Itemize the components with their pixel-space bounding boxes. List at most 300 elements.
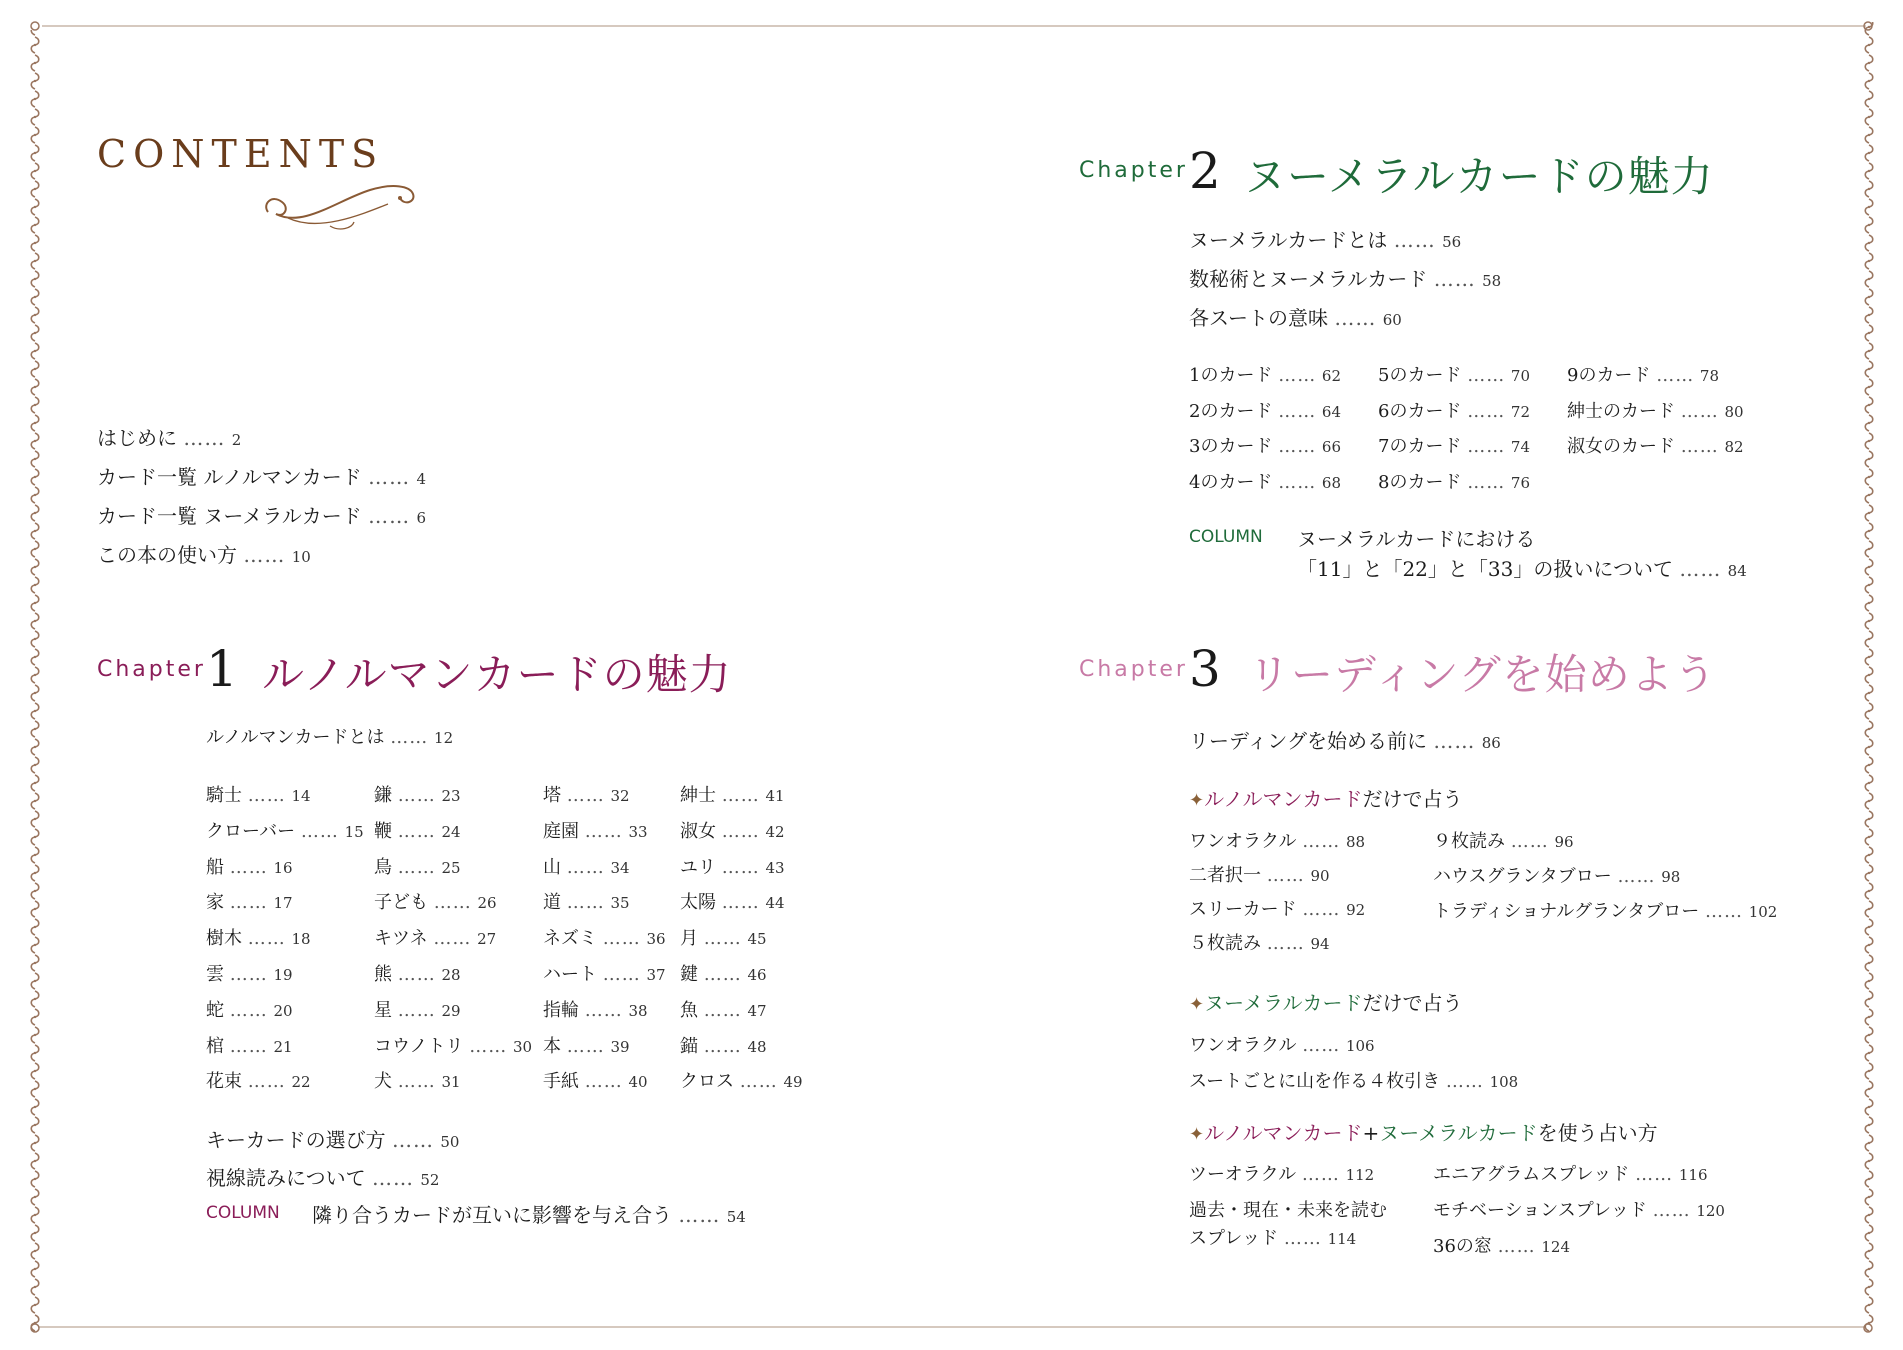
toc-entry[interactable]: [1567, 361, 1719, 387]
page-number: 52: [420, 1171, 440, 1189]
page-number: 96: [1554, 833, 1574, 851]
page-number: 66: [1321, 438, 1342, 456]
toc-entry-label: 3のカード: [1189, 436, 1273, 457]
toc-entry[interactable]: [206, 781, 311, 807]
toc-dots: ……: [229, 964, 268, 985]
toc-dots: ……: [602, 964, 641, 985]
chapter3-label: Chapter: [1079, 657, 1188, 682]
toc-dots: ……: [703, 1035, 742, 1057]
toc-dots: ……: [1656, 365, 1695, 386]
section-heading-rest: だけで占う: [1362, 787, 1463, 811]
toc-entry-label: 8のカード: [1378, 471, 1462, 493]
toc-entry-label: 熊: [374, 964, 392, 985]
page-number: 10: [291, 548, 311, 566]
toc-entry-label: カード一覧 ヌーメラルカード: [97, 504, 362, 528]
toc-dots: ……: [229, 1035, 268, 1057]
toc-dots: ……: [1278, 471, 1317, 493]
toc-entry-label: 紳士のカード: [1567, 400, 1675, 422]
page-number: 15: [344, 822, 364, 841]
toc-entry[interactable]: [680, 996, 767, 1022]
toc-entry[interactable]: [1189, 302, 1402, 331]
toc-entry[interactable]: [206, 888, 293, 914]
toc-dots: ……: [1652, 1200, 1691, 1221]
toc-dots: ……: [678, 1203, 721, 1227]
toc-entry-label: 花束: [206, 1071, 242, 1093]
toc-dots: ……: [1301, 1164, 1340, 1185]
toc-dots: ……: [229, 856, 268, 878]
toc-entry[interactable]: [680, 1067, 803, 1093]
toc-entry[interactable]: [1189, 468, 1341, 494]
toc-entry-label: 星: [374, 999, 392, 1021]
section-heading-colored: ヌーメラルカード: [1204, 991, 1363, 1015]
toc-dots: ……: [243, 543, 286, 567]
flourish-ornament: [258, 170, 418, 240]
page-number: 56: [1442, 233, 1462, 251]
toc-entry-label: 手紙: [543, 1071, 579, 1093]
toc-dots: ……: [397, 999, 436, 1021]
chapter3-section3-heading: [1189, 1117, 1658, 1146]
page-number: 2: [231, 431, 242, 449]
page-number: 21: [273, 1037, 293, 1056]
toc-entry[interactable]: [680, 960, 767, 986]
toc-entry-label: 7のカード: [1378, 436, 1462, 457]
toc-dots: ……: [1680, 400, 1719, 422]
page-number: 54: [726, 1208, 746, 1226]
toc-entry[interactable]: [680, 924, 767, 950]
toc-dots: ……: [433, 892, 472, 914]
toc-entry[interactable]: [374, 888, 497, 914]
toc-entry[interactable]: [206, 996, 293, 1022]
page-number: 34: [610, 858, 630, 877]
page-number: 18: [291, 930, 311, 949]
toc-entry-label: 塔: [543, 785, 561, 806]
toc-entry[interactable]: [1378, 468, 1530, 494]
page-number: 16: [273, 858, 293, 877]
toc-dots: ……: [371, 1166, 414, 1190]
toc-dots: ……: [397, 1071, 436, 1093]
toc-entry-label: クローバー: [206, 820, 296, 842]
toc-entry[interactable]: [543, 817, 648, 843]
toc-entry-label: ハウスグランタブロー: [1433, 866, 1612, 887]
toc-entry-label: 鍵: [680, 964, 698, 985]
toc-dots: ……: [397, 856, 436, 878]
section-heading-plus: +: [1362, 1121, 1380, 1145]
toc-entry[interactable]: [1378, 361, 1530, 387]
toc-entry-label: コウノトリ: [374, 1035, 464, 1057]
toc-entry[interactable]: [1189, 263, 1501, 292]
toc-dots: ……: [397, 820, 436, 842]
page-number: 62: [1321, 367, 1342, 385]
toc-entry[interactable]: [1189, 725, 1501, 754]
section-heading-rest: だけで占う: [1362, 991, 1463, 1015]
toc-entry[interactable]: [1378, 397, 1530, 423]
toc-entry-label: エニアグラムスプレッド: [1433, 1164, 1630, 1185]
section-heading-rest: を使う占い方: [1537, 1121, 1658, 1145]
toc-entry[interactable]: [206, 817, 364, 843]
toc-dots: ……: [703, 964, 742, 985]
toc-entry[interactable]: [1433, 1196, 1725, 1222]
toc-entry[interactable]: [1433, 1160, 1708, 1186]
toc-dots: ……: [721, 892, 760, 914]
toc-entry[interactable]: [1189, 861, 1330, 887]
toc-entry-label: キツネ: [374, 928, 428, 950]
toc-entry-label: 5のカード: [1378, 365, 1462, 386]
toc-entry-label: この本の使い方: [97, 543, 237, 567]
toc-entry[interactable]: [1189, 1224, 1356, 1250]
toc-entry-label: ハート: [543, 964, 597, 985]
toc-entry[interactable]: [1189, 432, 1341, 458]
toc-dots: ……: [1467, 400, 1506, 422]
toc-entry[interactable]: [1433, 897, 1777, 923]
toc-entry[interactable]: [543, 960, 666, 986]
toc-entry-label: 魚: [680, 999, 698, 1021]
toc-entry-label: 紳士: [680, 785, 716, 806]
toc-entry[interactable]: [1189, 224, 1461, 253]
page-number: 58: [1482, 272, 1502, 290]
toc-dots: ……: [368, 465, 411, 489]
toc-entry[interactable]: [1189, 1160, 1374, 1186]
page-number: 50: [440, 1133, 460, 1151]
toc-dots: ……: [566, 892, 605, 914]
toc-entry[interactable]: [1433, 1232, 1570, 1258]
toc-entry-label: 太陽: [680, 892, 716, 914]
toc-entry[interactable]: [1189, 361, 1341, 387]
toc-dots: ……: [247, 928, 286, 950]
toc-entry[interactable]: [374, 960, 461, 986]
toc-entry[interactable]: [1433, 827, 1574, 853]
toc-dots: ……: [397, 785, 436, 806]
page-number: 84: [1727, 562, 1747, 580]
toc-entry-label: 36の窓: [1433, 1236, 1492, 1257]
toc-entry-label: ５枚読み: [1189, 933, 1261, 954]
chapter2-column-line2: [1297, 553, 1747, 582]
toc-entry[interactable]: [206, 960, 293, 986]
toc-entry-label: 子ども: [374, 892, 428, 914]
toc-dots: ……: [703, 999, 742, 1021]
toc-dots: ……: [566, 1035, 605, 1057]
page-number: 114: [1327, 1230, 1357, 1248]
toc-dots: ……: [1433, 267, 1476, 291]
page-number: 24: [441, 822, 461, 841]
page-number: 22: [291, 1073, 311, 1092]
toc-entry-label: ルノルマンカードとは: [206, 727, 385, 748]
page-number: 6: [416, 509, 427, 527]
toc-entry-label: 鞭: [374, 820, 392, 842]
page-number: 70: [1510, 367, 1531, 385]
toc-entry[interactable]: [1378, 432, 1530, 458]
toc-entry[interactable]: [374, 853, 461, 879]
page-number: 82: [1724, 438, 1744, 456]
toc-entry[interactable]: [680, 817, 785, 843]
toc-dots: ……: [566, 785, 605, 806]
toc-entry[interactable]: [374, 1032, 532, 1058]
toc-entry-label: 淑女のカード: [1567, 436, 1675, 457]
page-number: 124: [1541, 1238, 1571, 1256]
toc-entry[interactable]: [1189, 1031, 1375, 1057]
page-number: 49: [783, 1073, 803, 1092]
toc-entry-label: スートごとに山を作る４枚引き: [1189, 1071, 1441, 1092]
chapter2-column-line1: ヌーメラルカードにおける: [1297, 527, 1536, 551]
toc-entry-label: 二者択一: [1189, 865, 1261, 886]
toc-dots: ……: [566, 856, 605, 878]
toc-entry-label: 棺: [206, 1035, 224, 1057]
toc-dots: ……: [584, 1071, 623, 1093]
chapter2-column-label: COLUMN: [1189, 527, 1263, 547]
toc-entry[interactable]: [680, 781, 785, 807]
toc-entry[interactable]: [97, 500, 426, 529]
chapter2-column-text: 「11」と「22」と「33」の扱いについて: [1297, 557, 1673, 581]
chapter2-title: ヌーメラルカードの魅力: [1244, 152, 1714, 201]
toc-entry[interactable]: [1189, 397, 1341, 423]
toc-entry-label: 2のカード: [1189, 400, 1273, 422]
page-number: 108: [1489, 1073, 1519, 1091]
toc-dots: ……: [1393, 228, 1436, 252]
page-number: 36: [646, 930, 666, 949]
toc-entry[interactable]: [680, 888, 785, 914]
chapter1-column-entry: [312, 1199, 746, 1228]
toc-entry-label: 樹木: [206, 928, 242, 950]
toc-dots: ……: [1302, 831, 1341, 852]
toc-entry-label: 錨: [680, 1035, 698, 1057]
page-number: 60: [1382, 311, 1402, 329]
toc-entry[interactable]: [374, 1067, 461, 1093]
toc-entry-label: 船: [206, 856, 224, 878]
page-number: 64: [1321, 402, 1342, 421]
chapter3-title: リーディングを始めよう: [1248, 650, 1717, 699]
page-number: 120: [1696, 1202, 1725, 1220]
toc-entry[interactable]: [374, 996, 461, 1022]
page-number: 106: [1345, 1037, 1375, 1055]
toc-dots: ……: [1283, 1228, 1322, 1249]
toc-dots: ……: [368, 504, 411, 528]
toc-dots: ……: [1302, 899, 1341, 920]
page-number: 102: [1748, 903, 1778, 921]
toc-dots: ……: [247, 785, 286, 806]
toc-entry[interactable]: [1567, 397, 1744, 423]
toc-entry[interactable]: [206, 853, 293, 879]
toc-dots: ……: [397, 964, 436, 985]
toc-entry-label: 道: [543, 892, 561, 914]
toc-dots: ……: [1467, 365, 1506, 386]
toc-entry-label: カード一覧 ルノルマンカード: [97, 465, 362, 489]
page-number: 26: [477, 894, 497, 913]
toc-entry-label: 騎士: [206, 785, 242, 806]
toc-entry-label: クロス: [680, 1071, 734, 1093]
page-number: 23: [441, 787, 461, 805]
page-number: 90: [1310, 867, 1330, 885]
toc-entry[interactable]: [543, 888, 630, 914]
toc-dots: ……: [391, 1128, 434, 1152]
toc-entry[interactable]: [1433, 862, 1680, 888]
toc-entry[interactable]: [97, 539, 311, 568]
contents-title: CONTENTS: [97, 132, 385, 176]
star-icon: ✦: [1189, 1124, 1205, 1145]
toc-dots: ……: [1510, 831, 1549, 852]
page-number: 31: [441, 1073, 461, 1092]
toc-entry-label: リーディングを始める前に: [1189, 729, 1427, 753]
toc-entry-label: 指輪: [543, 999, 579, 1021]
toc-entry-label: スプレッド: [1189, 1228, 1279, 1249]
toc-dots: ……: [1635, 1164, 1674, 1185]
toc-dots: ……: [300, 820, 339, 842]
toc-dots: ……: [183, 426, 226, 450]
toc-dots: ……: [1704, 901, 1743, 922]
toc-entry-label: トラディショナルグランタブロー: [1433, 901, 1700, 922]
star-icon: ✦: [1189, 994, 1205, 1015]
toc-entry-label: 数秘術とヌーメラルカード: [1189, 267, 1428, 291]
toc-entry[interactable]: [206, 1124, 459, 1153]
toc-entry[interactable]: [1189, 895, 1365, 921]
page-number: 28: [441, 966, 461, 984]
page-number: 17: [273, 894, 293, 913]
toc-entry[interactable]: [206, 924, 311, 950]
chapter3-number: 3: [1189, 640, 1221, 698]
toc-dots: ……: [1433, 729, 1476, 753]
toc-entry[interactable]: [1189, 827, 1365, 853]
toc-entry[interactable]: [206, 1067, 311, 1093]
toc-dots: ……: [1617, 866, 1656, 887]
toc-entry[interactable]: [543, 1032, 630, 1058]
page-number: 116: [1678, 1166, 1708, 1184]
toc-entry[interactable]: [97, 461, 426, 490]
toc-entry[interactable]: [543, 1067, 648, 1093]
page-number: 40: [628, 1073, 648, 1092]
toc-entry[interactable]: [1189, 1067, 1518, 1093]
page-number: 47: [747, 1001, 767, 1020]
toc-entry-label: キーカードの選び方: [206, 1128, 386, 1152]
page-number: 37: [646, 966, 666, 984]
page-number: 76: [1510, 473, 1531, 492]
toc-entry[interactable]: [374, 781, 461, 807]
toc-dots: ……: [1278, 400, 1317, 422]
page-number: 46: [747, 966, 767, 984]
toc-entry-label: ユリ: [680, 856, 716, 878]
toc-entry-label: 4のカード: [1189, 471, 1273, 493]
toc-dots: ……: [1467, 436, 1506, 457]
toc-entry[interactable]: [543, 853, 630, 879]
toc-entry-label: はじめに: [97, 426, 177, 450]
toc-entry[interactable]: [97, 422, 241, 451]
page-number: 20: [273, 1001, 293, 1020]
toc-entry-label: 9のカード: [1567, 365, 1651, 386]
chapter1-number: 1: [206, 640, 238, 698]
toc-entry-label: 鳥: [374, 856, 392, 878]
toc-dots: ……: [1679, 557, 1722, 581]
toc-entry-label: 鎌: [374, 785, 392, 806]
toc-entry[interactable]: [206, 723, 453, 749]
page-number: 41: [765, 787, 785, 805]
section-heading-colored-1: ルノルマンカード: [1204, 1121, 1363, 1145]
toc-entry-label: 1のカード: [1189, 365, 1273, 386]
toc-entry-label: 本: [543, 1035, 561, 1057]
chapter1-column-label: COLUMN: [206, 1203, 280, 1223]
page-number: 43: [765, 858, 785, 877]
chapter2-label: Chapter: [1079, 158, 1188, 183]
toc-entry-label: 6のカード: [1378, 400, 1462, 422]
page-number: 48: [747, 1037, 767, 1056]
page-number: 38: [628, 1001, 648, 1020]
page-number: 30: [512, 1037, 533, 1056]
toc-entry[interactable]: [374, 924, 496, 950]
toc-entry-label: ネズミ: [543, 928, 597, 950]
toc-entry[interactable]: [206, 1032, 293, 1058]
toc-dots: ……: [247, 1071, 286, 1093]
toc-entry[interactable]: [1567, 432, 1744, 458]
toc-entry-label: ヌーメラルカードとは: [1189, 228, 1388, 252]
toc-dots: ……: [1278, 436, 1317, 457]
chapter2-number: 2: [1189, 142, 1221, 200]
toc-entry[interactable]: [680, 853, 785, 879]
page-number: 25: [441, 858, 461, 877]
page-number: 68: [1321, 473, 1342, 492]
toc-dots: ……: [721, 785, 760, 806]
toc-dots: ……: [721, 856, 760, 878]
toc-entry[interactable]: [543, 996, 648, 1022]
chapter1-title: ルノルマンカードの魅力: [262, 650, 732, 699]
page-number: 39: [610, 1037, 630, 1056]
toc-entry-label: スリーカード: [1189, 899, 1297, 920]
toc-entry-label: 家: [206, 892, 224, 914]
toc-dots: ……: [1278, 365, 1317, 386]
page-number: 33: [628, 822, 648, 841]
toc-dots: ……: [739, 1071, 778, 1093]
page-number: 12: [434, 729, 454, 747]
chapter3-section2-heading: [1189, 987, 1463, 1016]
toc-dots: ……: [433, 928, 472, 950]
toc-entry[interactable]: [374, 817, 461, 843]
toc-dots: ……: [469, 1035, 508, 1057]
toc-entry[interactable]: [206, 1162, 439, 1191]
toc-dots: ……: [1680, 436, 1719, 457]
toc-entry-label: 山: [543, 856, 561, 878]
page-number: 92: [1346, 901, 1366, 919]
section-heading-colored: ルノルマンカード: [1204, 787, 1363, 811]
page-number: 45: [747, 930, 767, 949]
star-icon: ✦: [1189, 790, 1205, 811]
toc-entry-label: 各スートの意味: [1189, 306, 1328, 330]
chapter1-label: Chapter: [97, 657, 206, 682]
toc-dots: ……: [1302, 1035, 1341, 1056]
toc-dots: ……: [229, 892, 268, 914]
toc-entry[interactable]: [680, 1032, 767, 1058]
toc-entry-label: ワンオラクル: [1189, 1035, 1297, 1056]
toc-dots: ……: [1334, 306, 1377, 330]
toc-entry[interactable]: [1189, 929, 1330, 955]
page-number: 88: [1345, 833, 1366, 851]
toc-entry-label: 蛇: [206, 999, 224, 1021]
toc-entry-label: 視線読みについて: [206, 1166, 366, 1190]
toc-dots: ……: [584, 999, 623, 1021]
toc-dots: ……: [229, 999, 268, 1021]
page-number: 112: [1345, 1166, 1375, 1184]
toc-entry[interactable]: [543, 781, 630, 807]
toc-entry-label: 月: [680, 928, 698, 950]
page-number: 72: [1510, 402, 1531, 421]
page-number: 42: [765, 822, 785, 841]
page-number: 98: [1661, 868, 1681, 886]
toc-entry-label: 淑女: [680, 820, 716, 842]
page-number: 4: [416, 470, 427, 488]
page-number: 14: [291, 787, 311, 805]
toc-entry[interactable]: [543, 924, 666, 950]
toc-dots: ……: [1445, 1071, 1484, 1092]
page-number: 32: [610, 787, 630, 805]
toc-dots: ……: [602, 928, 641, 950]
chapter1-column-text: 隣り合うカードが互いに影響を与え合う: [312, 1203, 672, 1227]
toc-dots: ……: [1266, 933, 1305, 954]
toc-entry-label: 犬: [374, 1071, 392, 1093]
toc-entry-label: 庭園: [543, 820, 579, 842]
